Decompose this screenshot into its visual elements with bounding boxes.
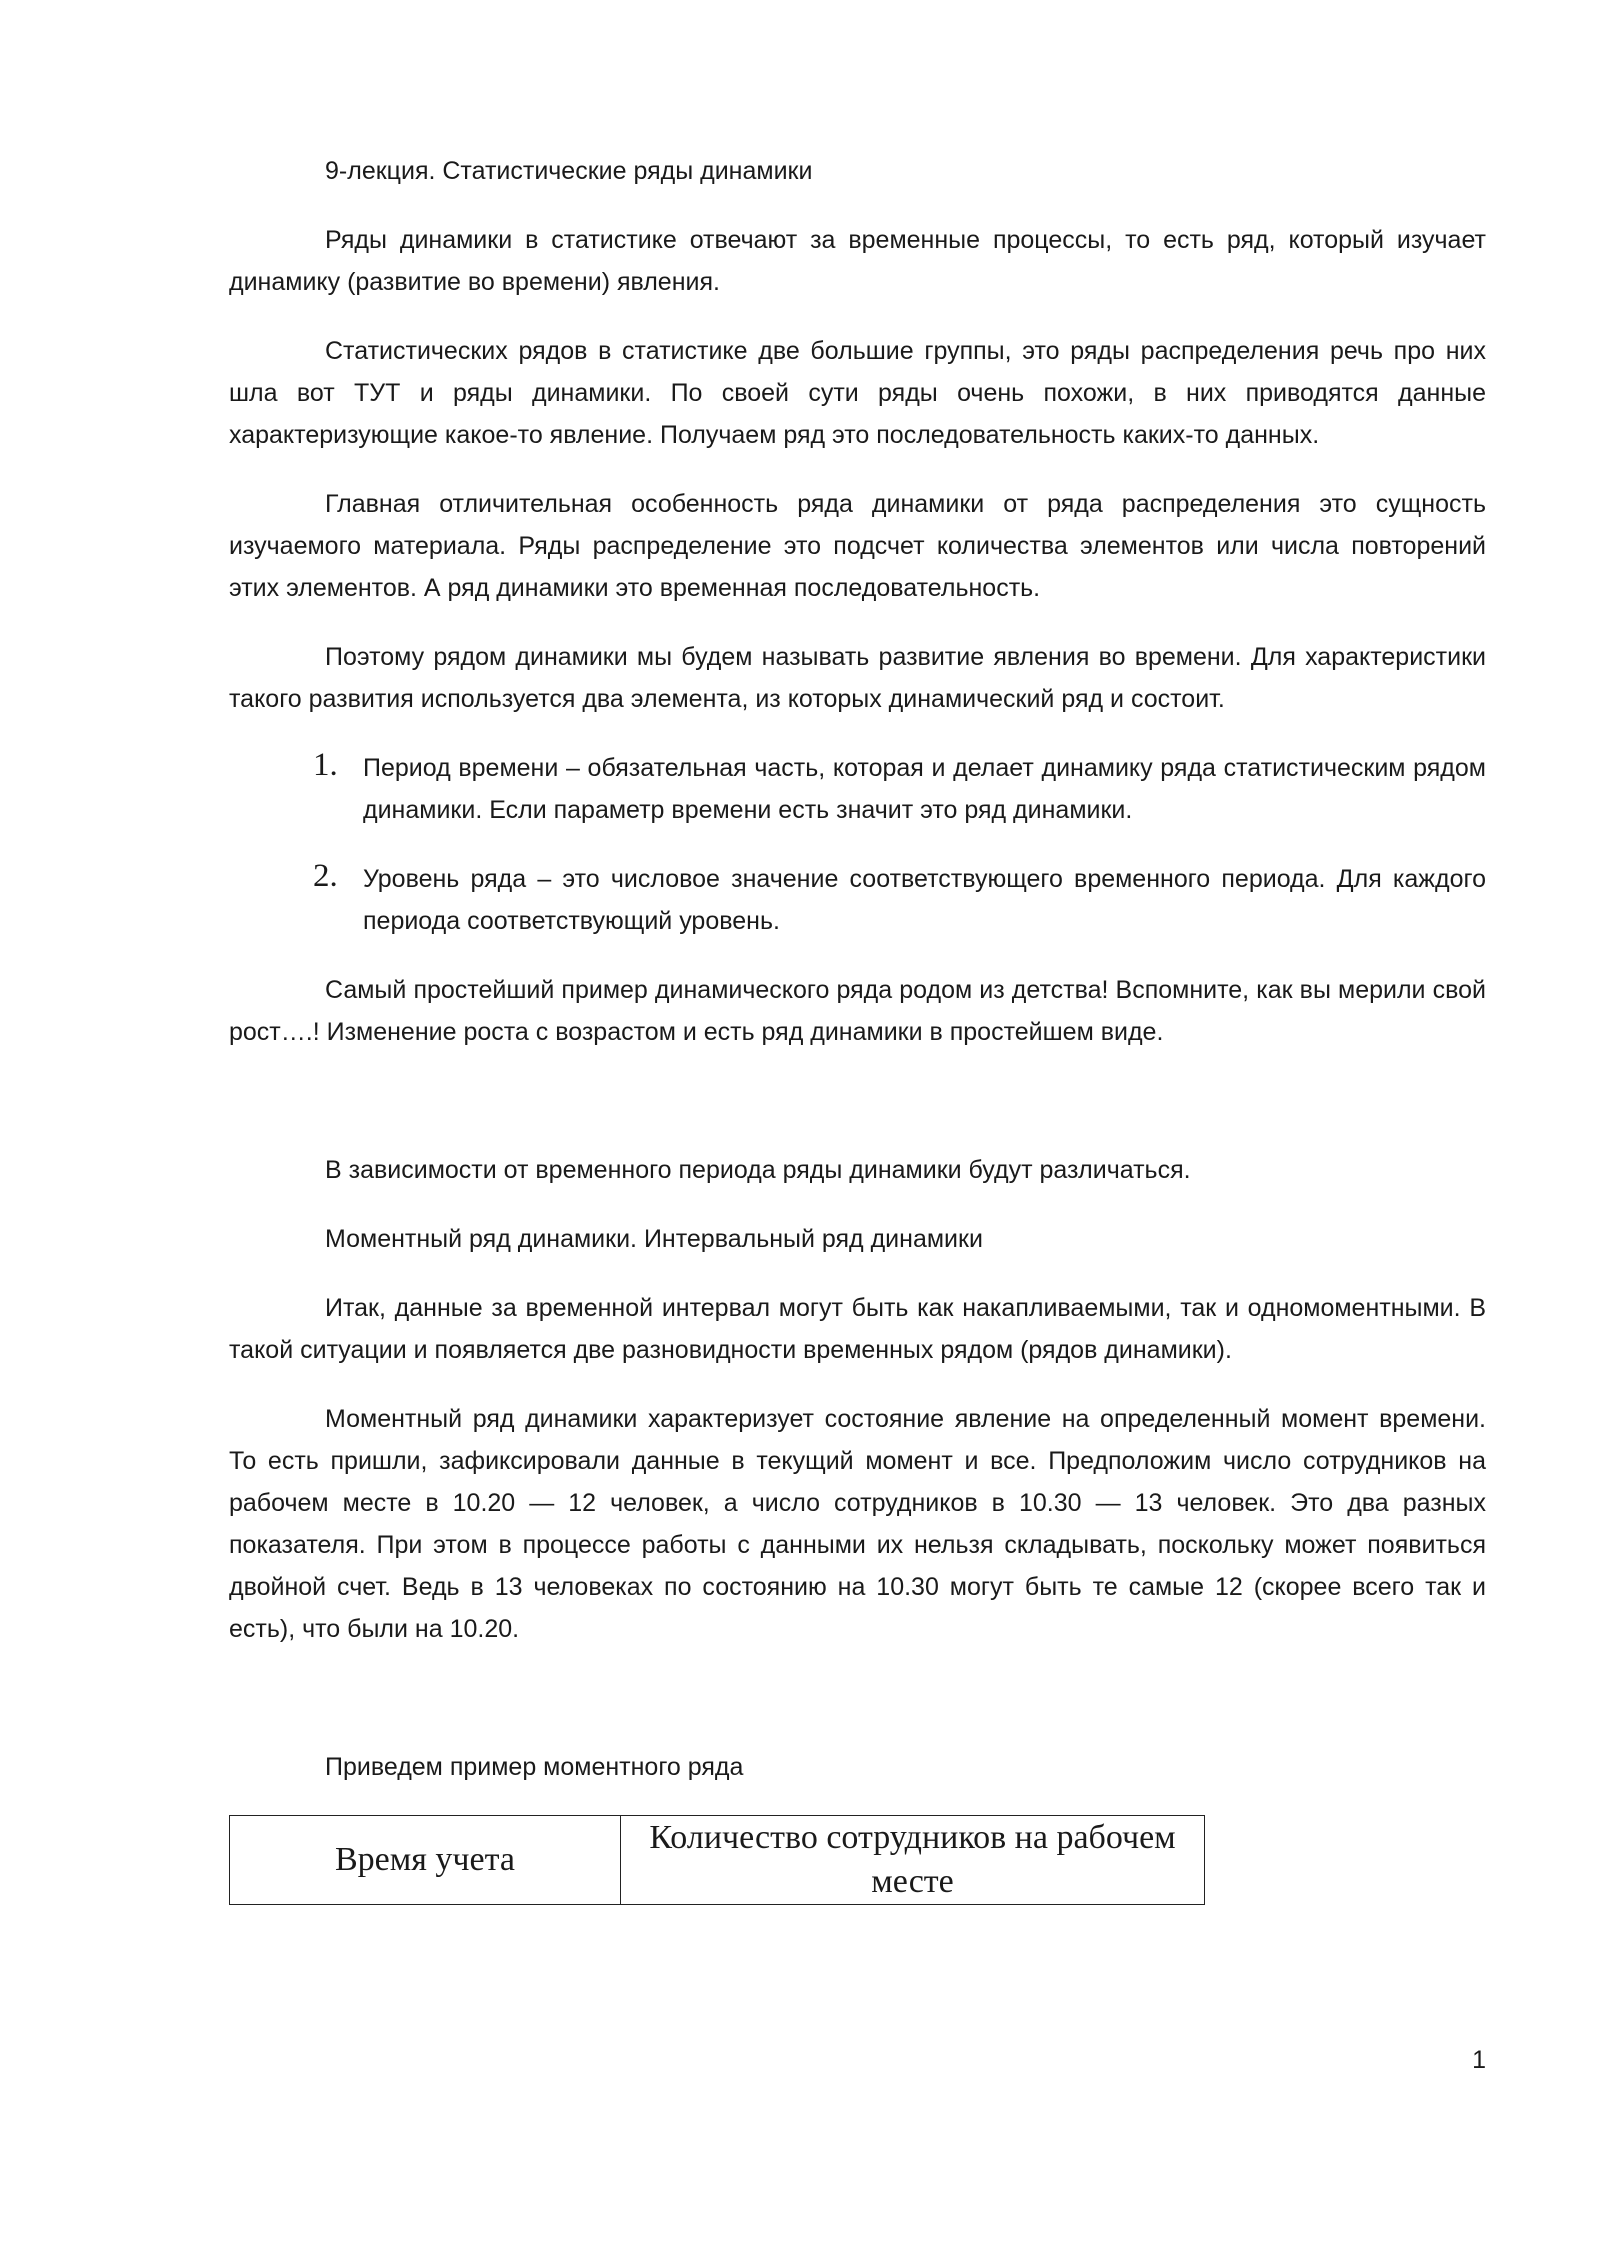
paragraph-intro-4: Поэтому рядом динамики мы будем называть развитие явления во времени. Для характеристики такого развития используется два элемента, из которых динамический ряд и состоит. <box>229 643 1486 713</box>
paragraph-before-table: Приведем пример моментного ряда <box>325 1753 744 1781</box>
table-header-row <box>230 1816 1205 1905</box>
paragraph-example: Самый простейший пример динамического ряда родом из детства! Вспомните, как вы мерили свой рост….! Изменение роста с возрастом и есть ряд динамики в простейшем виде. <box>229 976 1486 1046</box>
list-item <box>229 858 1486 942</box>
numbered-list <box>229 747 1486 942</box>
paragraph-middle-1: В зависимости от временного периода ряды динамики будут различаться. <box>325 1156 1191 1184</box>
table-header-time: Время учета <box>230 1816 621 1905</box>
section-heading-series-types: Моментный ряд динамики. Интервальный ряд динамики <box>325 1225 983 1253</box>
table-header-count: Количество сотрудников на рабочем месте <box>621 1816 1205 1905</box>
paragraph-middle-4: Моментный ряд динамики характеризует состояние явление на определенный момент времени. То есть пришли, зафиксировали данные в текущий момент и все. Предположим число сотрудников на рабочем месте в 10.20 — 12 человек, а число сотрудников в 10.30 — 13 человек. Это два разных показателя. При этом в процессе работы с данными их нельзя складывать, поскольку может появиться двойной счет. Ведь в 13 человеках по состоянию на 10.30 могут быть те самые 12 (скорее всего так и есть), что были на 10.20. <box>229 1405 1486 1643</box>
lecture-title: 9-лекция. Статистические ряды динамики <box>325 157 813 185</box>
list-item-text: Период времени – обязательная часть, которая и делает динамику ряда статистическим рядом динамики. Если параметр времени есть значит это ряд динамики. <box>363 754 1486 824</box>
table-container <box>229 1815 1486 1905</box>
paragraph-intro-1: Ряды динамики в статистике отвечают за временные процессы, то есть ряд, который изучает динамику (развитие во времени) явления. <box>229 226 1486 296</box>
paragraph-middle-3: Итак, данные за временной интервал могут быть как накапливаемыми, так и одномоментными. В такой ситуации и появляется две разновидности временных рядом (рядов динамики). <box>229 1294 1486 1364</box>
moment-series-table <box>229 1815 1205 1905</box>
list-item-text: Уровень ряда – это числовое значение соответствующего временного периода. Для каждого периода соответствующий уровень. <box>363 865 1486 935</box>
list-item <box>229 747 1486 831</box>
paragraph-intro-2: Статистических рядов в статистике две большие группы, это ряды распределения речь про них шла вот ТУТ и ряды динамики. По своей сути ряды очень похожи, в них приводятся данные характеризующие какое-то явление. Получаем ряд это последовательность каких-то данных. <box>229 337 1486 449</box>
page-number: 1 <box>1472 2046 1486 2074</box>
paragraph-intro-3: Главная отличительная особенность ряда динамики от ряда распределения это сущность изучаемого материала. Ряды распределение это подсчет количества элементов или числа повторений этих элементов. А ряд динамики это временная последовательность. <box>229 490 1486 602</box>
blank-space <box>229 1677 1486 1746</box>
blank-space <box>229 1080 1486 1149</box>
list-number: 2. <box>313 858 338 894</box>
document-body <box>229 150 1486 1905</box>
list-number: 1. <box>313 747 338 783</box>
